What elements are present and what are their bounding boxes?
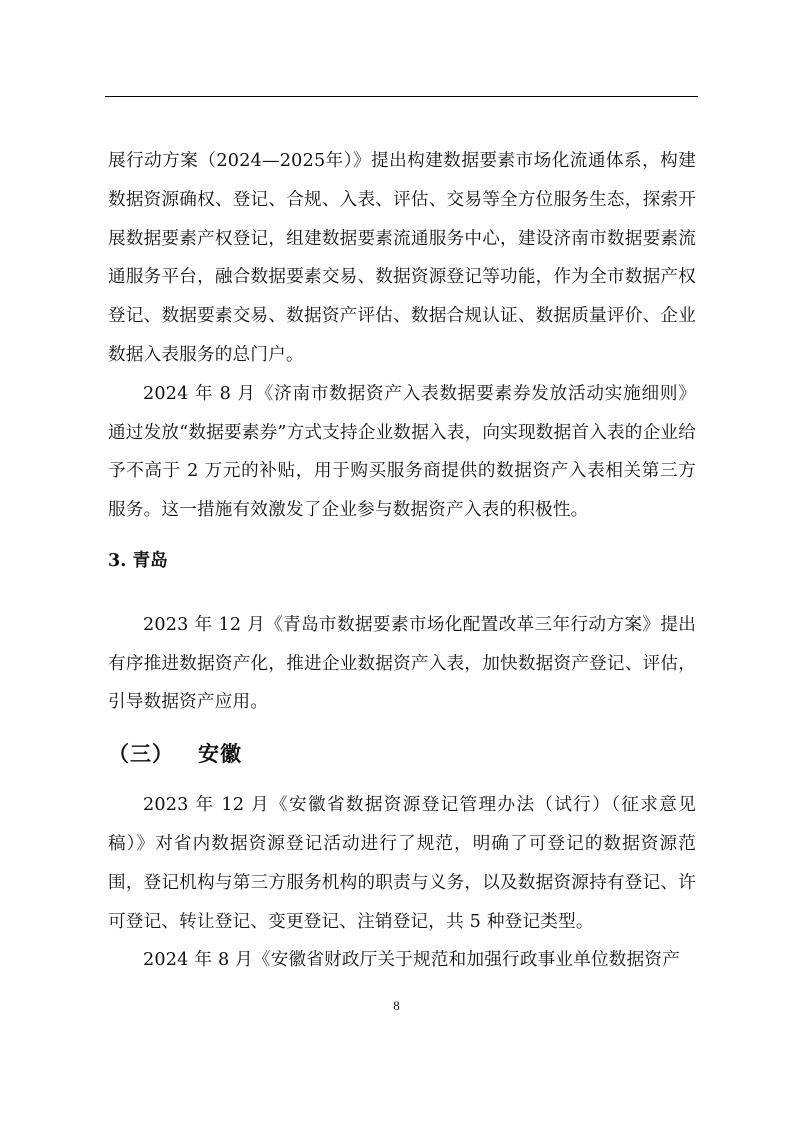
paragraph-jinan-coupon: 2024 年 8 月《济南市数据资产入表数据要素券发放活动实施细则》通过发放“数据要素券”方式支持企业数据入表，向实现数据首入表的企业给予不高于 2 万元的补贴，用于购买服务商提供的数据资产入表相关第三方服务。这一措施有效激发了企业参与数据资产入表的积极性。 — [108, 383, 696, 521]
section-title: 安徽 — [198, 741, 242, 767]
header-rule — [105, 96, 698, 97]
paragraph-qingdao-plan: 2023 年 12 月《青岛市数据要素市场化配置改革三年行动方案》提出有序推进数据资产化，推进企业数据资产入表，加快数据资产登记、评估，引导数据资产应用。 — [108, 614, 696, 713]
page-number: 8 — [393, 998, 400, 1013]
paragraph-jinan-plan: 展行动方案（2024—2025年）》提出构建数据要素市场化流通体系，构建数据资源确权、登记、合规、入表、评估、交易等全方位服务生态，探索开展数据要素产权登记，组建数据要素流通服务中心，建设济南市数据要素流通服务平台，融合数据要素交易、数据资源登记等功能，作为全市数据产权登记、数据要素交易、数据资产评估、数据合规认证、数据质量评价、企业数据入表服务的总门户。 — [108, 151, 696, 365]
section-heading-qingdao: 3. 青岛 — [108, 549, 168, 571]
document-body — [108, 142, 696, 980]
paragraph-anhui-finance: 2024 年 8 月《安徽省财政厅关于规范和加强行政事业单位数据资产 — [143, 950, 680, 971]
paragraph-anhui-registration: 2023 年 12 月《安徽省数据资源登记管理办法（试行）（征求意见稿）》对省内数据资源登记活动进行了规范，明确了可登记的数据资源范围，登记机构与第三方服务机构的职责与义务，以及数据资源持有登记、许可登记、转让登记、变更登记、注销登记，共 5 种登记类型。 — [108, 795, 696, 932]
section-heading-anhui — [108, 732, 696, 776]
section-number: （三） — [108, 741, 174, 767]
